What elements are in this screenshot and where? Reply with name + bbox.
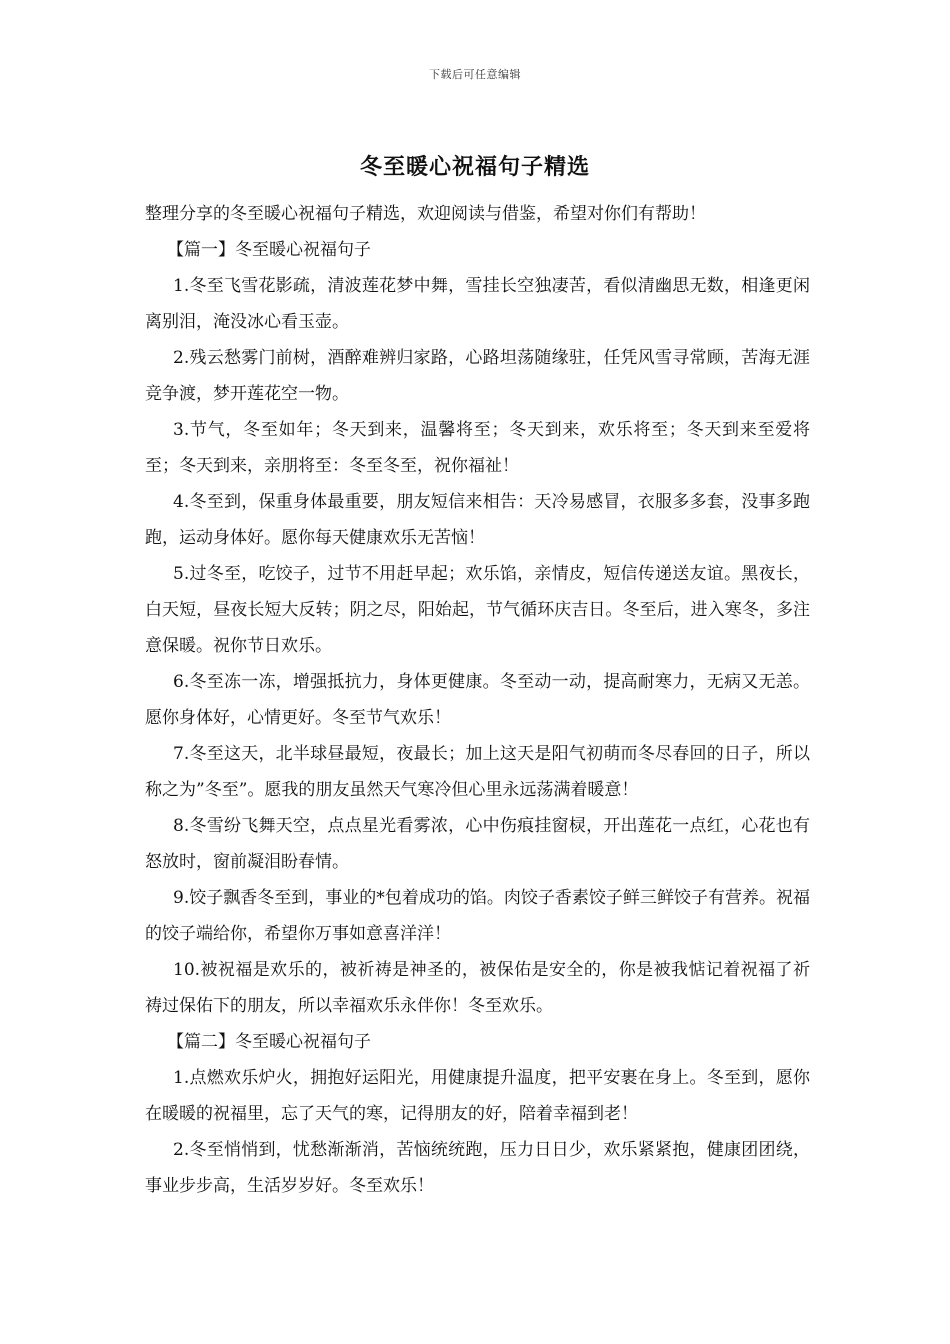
list-item: 1.冬至飞雪花影疏，清波莲花梦中舞，雪挂长空独凄苦，看似清幽思无数，相逢更闲离别泪，淹没冰心看玉壶。: [145, 276, 810, 332]
list-item: 2.残云愁雾门前树，酒醉难辨归家路，心路坦荡随缘驻，任凭风雪寻常顾，苦海无涯竞争渡，梦开莲花空一物。: [145, 348, 810, 404]
list-item: 7.冬至这天，北半球昼最短，夜最长；加上这天是阳气初萌而冬尽春回的日子，所以称之为”冬至”。愿我的朋友虽然天气寒冷但心里永远荡满着暖意！: [145, 744, 810, 800]
page-title: 冬至暖心祝福句子精选: [359, 154, 590, 180]
list-item: 3.节气，冬至如年；冬天到来，温馨将至；冬天到来，欢乐将至；冬天到来至爱将至；冬天到来，亲朋将至：冬至冬至，祝你福祉！: [145, 420, 810, 476]
header-note: 下载后可任意编辑: [429, 68, 521, 81]
document-body: [145, 196, 810, 1204]
list-item: 4.冬至到，保重身体最重要，朋友短信来相告：天冷易感冒，衣服多多套，没事多跑跑，运动身体好。愿你每天健康欢乐无苦恼！: [145, 492, 810, 548]
intro-paragraph: 整理分享的冬至暖心祝福句子精选，欢迎阅读与借鉴，希望对你们有帮助！: [145, 204, 706, 224]
list-item: 5.过冬至，吃饺子，过节不用赶早起；欢乐馅，亲情皮，短信传递送友谊。黑夜长，白天短，昼夜长短大反转；阴之尽，阳始起，节气循环庆吉日。冬至后，进入寒冬，多注意保暖。祝你节日欢乐。: [145, 564, 810, 656]
list-item: 8.冬雪纷飞舞天空，点点星光看雾浓，心中伤痕挂窗棂，开出莲花一点红，心花也有怒放时，窗前凝泪盼春情。: [145, 816, 810, 872]
list-item: 6.冬至冻一冻，增强抵抗力，身体更健康。冬至动一动，提高耐寒力，无病又无恙。愿你身体好，心情更好。冬至节气欢乐！: [145, 672, 810, 728]
list-item: 10.被祝福是欢乐的，被祈祷是神圣的，被保佑是安全的，你是被我惦记着祝福了祈祷过保佑下的朋友，所以幸福欢乐永伴你！冬至欢乐。: [145, 960, 810, 1016]
list-item: 9.饺子飘香冬至到，事业的*包着成功的馅。肉饺子香素饺子鲜三鲜饺子有营养。祝福的饺子端给你，希望你万事如意喜洋洋！: [145, 888, 810, 944]
list-item: 1.点燃欢乐炉火，拥抱好运阳光，用健康提升温度，把平安裹在身上。冬至到，愿你在暖暖的祝福里，忘了天气的寒，记得朋友的好，陪着幸福到老！: [145, 1068, 810, 1124]
section-heading-1: 【篇一】冬至暖心祝福句子: [167, 240, 371, 260]
list-item: 2.冬至悄悄到，忧愁渐渐消，苦恼统统跑，压力日日少，欢乐紧紧抱，健康团团绕，事业步步高，生活岁岁好。冬至欢乐！: [145, 1140, 810, 1196]
section-heading-2: 【篇二】冬至暖心祝福句子: [167, 1032, 371, 1052]
